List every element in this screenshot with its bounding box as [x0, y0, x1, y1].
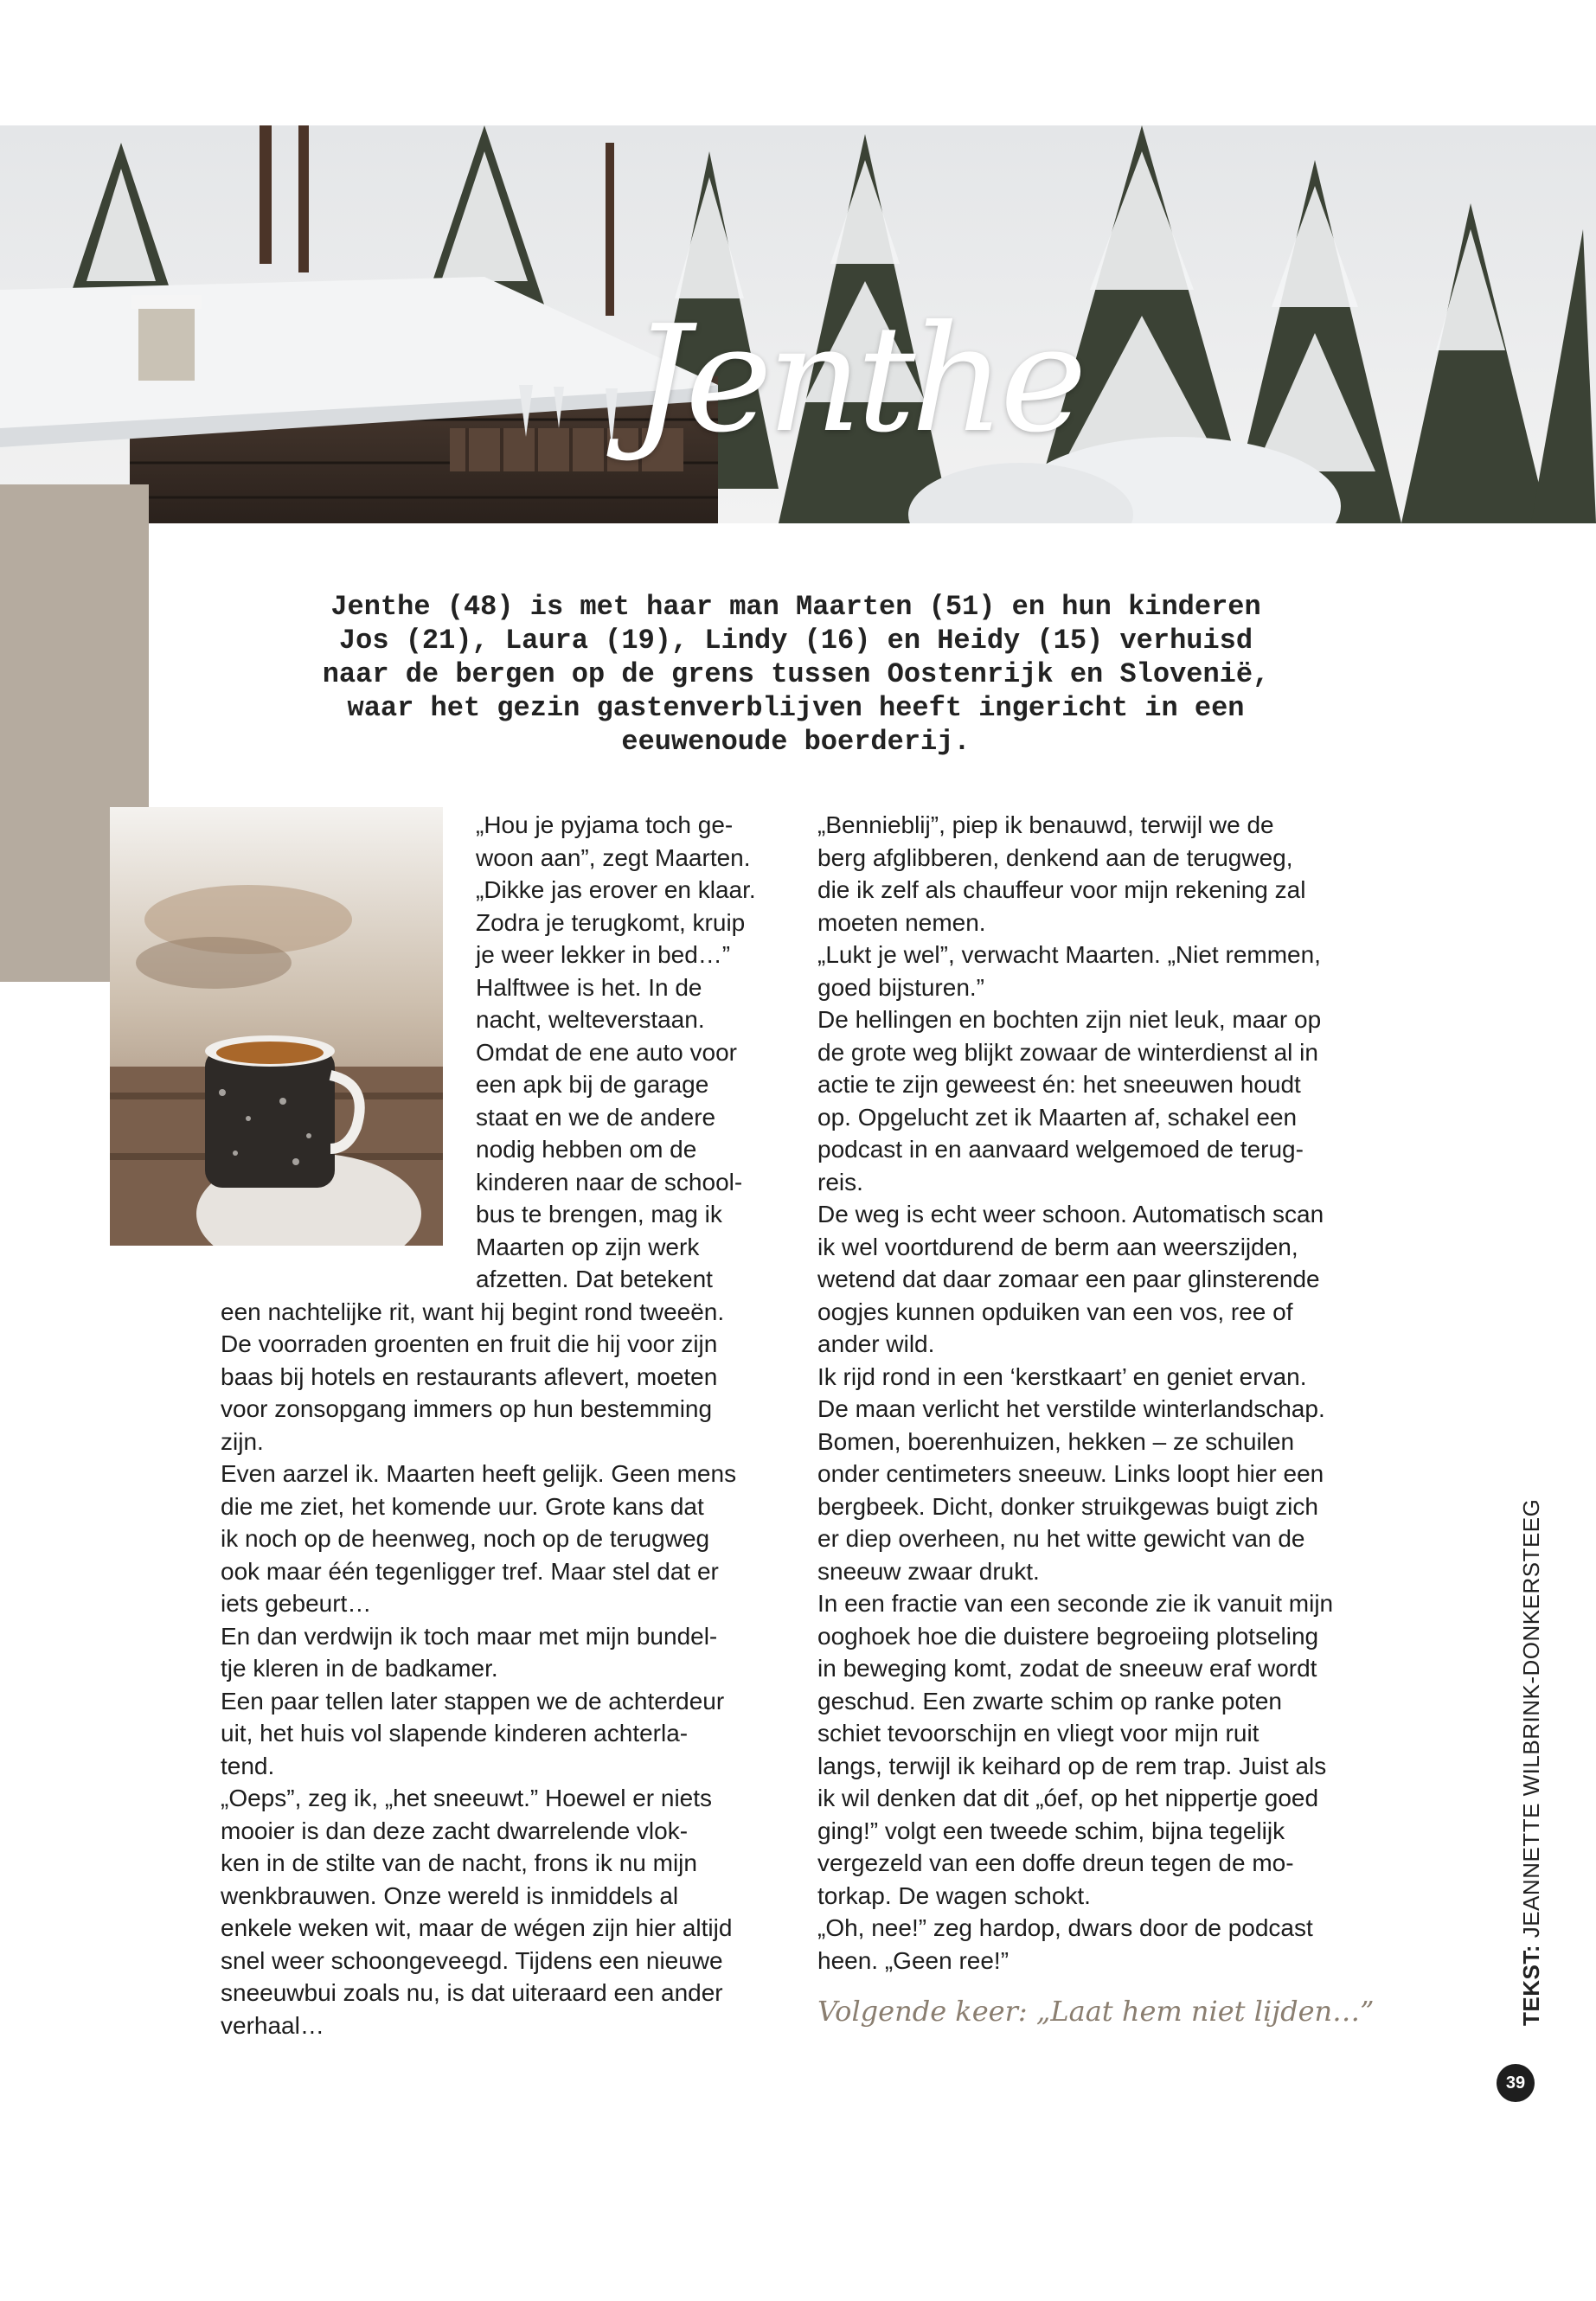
text-line: ooghoek hoe die duistere begroeiing plotseling	[817, 1622, 1319, 1650]
text-line: die ik zelf als chauffeur voor mijn rekening zal	[817, 876, 1306, 903]
text-line: nacht, welteverstaan.	[476, 1006, 705, 1033]
text-line: je weer lekker in bed…”	[476, 941, 731, 968]
text-line: ik wel voortdurend de berm aan weerszijden,	[817, 1233, 1298, 1260]
text-line: berg afglibberen, denkend aan de terugweg,	[817, 843, 1293, 871]
text-line: afzetten. Dat betekent	[476, 1266, 713, 1292]
text-line: sneeuw zwaar drukt.	[817, 1557, 1040, 1585]
text-line: reis.	[817, 1168, 863, 1195]
text-line: podcast in en aanvaard welgemoed de terug-	[817, 1136, 1304, 1163]
text-line: De voorraden groenten en fruit die hij voor zijn	[221, 1330, 718, 1357]
text-line: oogjes kunnen opduiken van een vos, ree of	[817, 1298, 1293, 1325]
text-line: ken in de stilte van de nacht, frons ik nu mijn	[221, 1849, 697, 1876]
text-line: Ik rijd rond in een ‘kerstkaart’ en geniet ervan.	[817, 1362, 1307, 1390]
text-line: schiet tevoorschijn en vliegt voor mijn ruit	[817, 1720, 1259, 1747]
text-line: „Oh, nee!” zeg hardop, dwars door de podcast	[817, 1914, 1313, 1941]
text-line: enkele weken wit, maar de wégen zijn hier altijd	[221, 1914, 733, 1941]
text-line: iets gebeurt…	[221, 1590, 372, 1617]
text-line: kinderen naar de school-	[476, 1168, 743, 1195]
text-line: verhaal…	[221, 2011, 324, 2039]
text-line: wetend dat daar zomaar een paar glinsterende	[817, 1266, 1320, 1292]
text-line: De maan verlicht het verstilde winterlandschap.	[817, 1395, 1325, 1422]
text-line: in beweging komt, zodat de sneeuw eraf wordt	[817, 1655, 1317, 1682]
text-line: op. Opgelucht zet ik Maarten af, schakel een	[817, 1103, 1298, 1131]
text-line: onder centimeters sneeuw. Links loopt hier een	[817, 1460, 1324, 1487]
text-line: die me ziet, het komende uur. Grote kans dat	[221, 1492, 704, 1520]
text-line: goed bijsturen.”	[817, 973, 985, 1001]
text-line: tend.	[221, 1752, 275, 1779]
text-line: vergezeld van een doffe dreun tegen de mo-	[817, 1849, 1294, 1876]
text-line: ik noch op de heenweg, noch op de terugweg	[221, 1525, 710, 1552]
text-line: tje kleren in de badkamer.	[221, 1655, 498, 1682]
text-line: torkap. De wagen schokt.	[817, 1881, 1091, 1909]
text-line: ook maar één tegenligger tref. Maar stel dat er	[221, 1557, 719, 1585]
page-title: Jenthe	[631, 294, 1082, 465]
text-line: woon aan”, zegt Maarten.	[476, 843, 751, 871]
article-column-2	[817, 809, 1380, 1977]
text-line: langs, terwijl ik keihard op de rem trap. Juist als	[817, 1752, 1327, 1779]
text-line: bergbeek. Dicht, donker struikgewas buigt zich	[817, 1492, 1318, 1520]
credit-name: JEANNETTE WILBRINK-DONKERSTEEG	[1518, 1498, 1544, 1939]
text-line: ik wil denken dat dit „óef, op het nippertje goed	[817, 1785, 1319, 1811]
page-number: 39	[1497, 2064, 1535, 2102]
text-line: „Bennieblij”, piep ik benauwd, terwijl we de	[817, 811, 1274, 838]
text-line: bus te brengen, mag ik	[476, 1201, 722, 1227]
column-1-below-photo	[221, 1296, 783, 2042]
credit-label: TEKST:	[1518, 1945, 1544, 2026]
intro-text: Jenthe (48) is met haar man Maarten (51) en hun kinderen Jos (21), Laura (19), Lindy (16) en Heidy (15) verhuisd naar de bergen op de grens tussen Oostenrijk en Slovenië, waar het gezin gastenverblijven heeft ingericht in een eeuwenoude boerderij.	[322, 591, 1270, 758]
text-line: „Hou je pyjama toch ge-	[476, 811, 734, 838]
text-line: ging!” volgt een tweede schim, bijna tegelijk	[817, 1817, 1285, 1844]
text-line: In een fractie van een seconde zie ik vanuit mijn	[817, 1590, 1334, 1617]
text-line: staat en we de andere	[476, 1103, 716, 1131]
text-line: En dan verdwijn ik toch maar met mijn bundel-	[221, 1622, 718, 1650]
text-line: de grote weg blijkt zowaar de winterdienst al in	[817, 1038, 1318, 1066]
column-1-beside-photo	[476, 809, 787, 1296]
text-line: „Dikke jas erover en klaar.	[476, 876, 756, 903]
text-line: Halftwee is het. In de	[476, 973, 702, 1001]
text-line: snel weer schoongeveegd. Tijdens een nieuwe	[221, 1946, 723, 1974]
text-line: De hellingen en bochten zijn niet leuk, maar op	[817, 1006, 1322, 1033]
text-line: Een paar tellen later stappen we de achterdeur	[221, 1687, 725, 1715]
text-line: actie te zijn geweest én: het sneeuwen houdt	[817, 1071, 1301, 1098]
text-line: ander wild.	[817, 1330, 935, 1357]
text-line: een apk bij de garage	[476, 1071, 709, 1098]
text-line: De weg is echt weer schoon. Automatisch scan	[817, 1201, 1324, 1227]
text-line: wenkbrauwen. Onze wereld is inmiddels al	[221, 1881, 679, 1909]
text-line: Even aarzel ik. Maarten heeft gelijk. Geen mens	[221, 1460, 737, 1487]
text-line: zijn.	[221, 1427, 264, 1455]
text-line: sneeuwbui zoals nu, is dat uiteraard een ander	[221, 1979, 723, 2006]
next-episode-teaser: Volgende keer: „Laat hem niet lijden…”	[817, 1995, 1375, 2028]
text-line: mooier is dan deze zacht dwarrelende vlok-	[221, 1817, 689, 1844]
text-line: „Oeps”, zeg ik, „het sneeuwt.” Hoewel er niets	[221, 1785, 713, 1811]
text-line: moeten nemen.	[817, 908, 986, 936]
text-line: voor zonsopgang immers op hun bestemming	[221, 1395, 713, 1422]
text-line: Bomen, boerenhuizen, hekken – ze schuilen	[817, 1427, 1295, 1455]
article-column-1	[221, 809, 783, 2041]
text-line: Zodra je terugkomt, kruip	[476, 908, 746, 936]
text-line: heen. „Geen ree!”	[817, 1946, 1010, 1974]
text-line: een nachtelijke rit, want hij begint rond tweeën.	[221, 1298, 725, 1325]
text-line: uit, het huis vol slapende kinderen achterla-	[221, 1720, 689, 1747]
author-credit	[1518, 1499, 1545, 2026]
text-line: nodig hebben om de	[476, 1136, 697, 1163]
text-line: baas bij hotels en restaurants aflevert, moeten	[221, 1362, 718, 1390]
text-line: er diep overheen, nu het witte gewicht van de	[817, 1525, 1305, 1552]
text-line: „Lukt je wel”, verwacht Maarten. „Niet remmen,	[817, 941, 1321, 968]
text-line: Omdat de ene auto voor	[476, 1038, 737, 1066]
text-line: geschud. Een zwarte schim op ranke poten	[817, 1687, 1282, 1715]
text-line: Maarten op zijn werk	[476, 1233, 700, 1260]
